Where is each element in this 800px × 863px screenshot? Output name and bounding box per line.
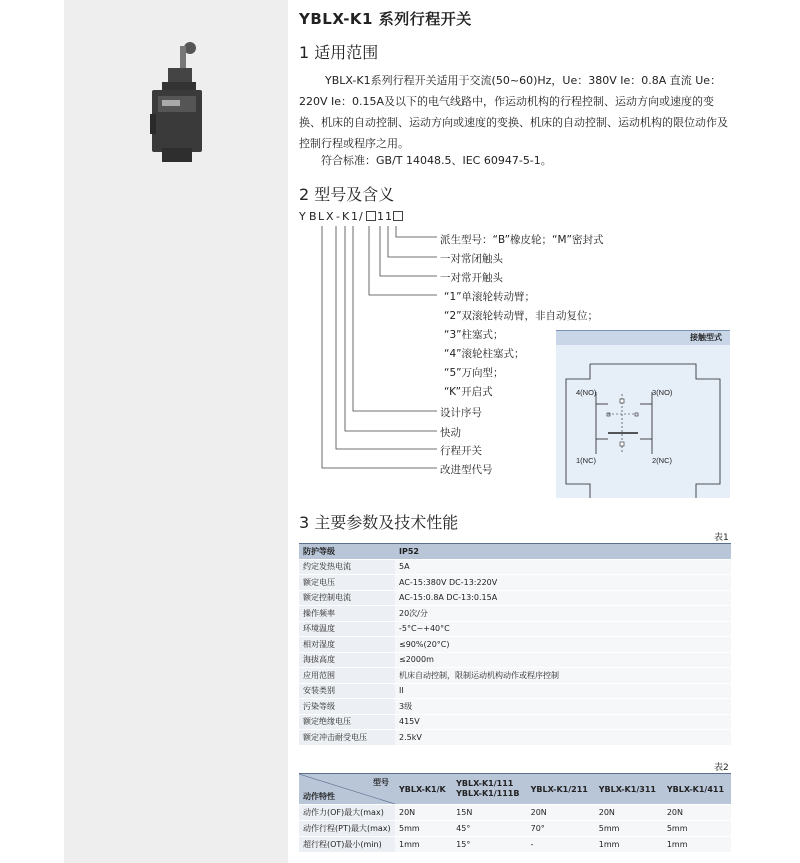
- param-name: 相对湿度: [299, 637, 395, 653]
- param-value: 2.5kV: [395, 730, 731, 746]
- param-value: II: [395, 683, 731, 699]
- limit-switch-photo: [140, 38, 220, 168]
- feature-name: 动作力(OF)最大(max): [299, 805, 395, 821]
- contact-nc-left: 1(NC): [576, 456, 596, 465]
- param-name: 海拔高度: [299, 652, 395, 668]
- feature-value: 20N: [595, 805, 663, 821]
- code-part: L: [318, 210, 325, 223]
- contact-diagram-drawing: [556, 344, 730, 498]
- section1-body: YBLX-K1系列行程开关适用于交流(50~60)Hz，Ue：380V Ie：0.8A 直流 Ue：220V Ie：0.15A及以下的电气线路中，作运动机构的行程控制、运动方向或速度的变换、机床的自动控制、运动方向或速度的变换、机床的自动控制、运动机构的限位动作及控制行程或程序之用。: [299, 74, 728, 150]
- table-row: [299, 805, 731, 821]
- table-row: [299, 714, 731, 730]
- param-name: 额定绝缘电压: [299, 714, 395, 730]
- diagonal-header-cell: [299, 774, 395, 805]
- param-name: 污染等级: [299, 699, 395, 715]
- model-col-header: YBLX-K1/211: [527, 774, 595, 805]
- meaning-actuator-1: “1”单滚轮转动臂；: [444, 291, 536, 303]
- table-header-row: [299, 774, 731, 805]
- model-col-header: YBLX-K1/411: [663, 774, 731, 805]
- meaning-actuator-5: “5”万向型；: [444, 367, 504, 379]
- contact-no-left: 4(NO): [576, 388, 597, 397]
- feature-name: 超行程(OT)最小(min): [299, 837, 395, 853]
- code-part: 1: [351, 210, 358, 223]
- param-value: ≤90%(20°C): [395, 637, 731, 653]
- contact-diagram: [556, 330, 730, 498]
- feature-value: 5mm: [395, 821, 452, 837]
- code-part: [365, 210, 377, 223]
- code-part: 1: [377, 210, 384, 223]
- param-value: 5A: [395, 559, 731, 575]
- section1-standard: 符合标准：GB/T 14048.5、IEC 60947-5-1。: [321, 154, 552, 167]
- meaning-travel-switch: 行程开关: [440, 445, 482, 457]
- table1-note: 表1: [714, 533, 729, 543]
- table-row: [299, 668, 731, 684]
- param-name: 操作频率: [299, 606, 395, 622]
- model-col-header: YBLX-K1/111 YBLX-K1/111B: [452, 774, 526, 805]
- meaning-actuator-k: “K”开启式: [444, 386, 493, 398]
- table2-action: [299, 773, 731, 853]
- code-part: Y: [299, 210, 306, 223]
- table-row: [299, 699, 731, 715]
- table-row: [299, 559, 731, 575]
- meaning-actuator-4: “4”滚轮柱塞式；: [444, 348, 525, 360]
- meaning-improved-code: 改进型代号: [440, 464, 493, 476]
- contact-diagram-title: 接触型式: [690, 333, 722, 342]
- code-part: K: [342, 210, 350, 223]
- param-name: 防护等级: [299, 544, 395, 560]
- feature-value: 15°: [452, 837, 526, 853]
- param-name: 约定发热电流: [299, 559, 395, 575]
- table2-note: 表2: [714, 763, 729, 773]
- feature-value: 20N: [395, 805, 452, 821]
- code-part: 1: [385, 210, 392, 223]
- param-value: 20次/分: [395, 606, 731, 622]
- meaning-no-contact: 一对常开触头: [440, 272, 503, 284]
- param-name: 安装类别: [299, 683, 395, 699]
- table-row: [299, 621, 731, 637]
- feature-value: 20N: [527, 805, 595, 821]
- param-value: 415V: [395, 714, 731, 730]
- table-row: [299, 637, 731, 653]
- code-part: -: [336, 210, 340, 223]
- feature-value: 5mm: [663, 821, 731, 837]
- meaning-snap: 快动: [440, 427, 461, 439]
- meaning-design-no: 设计序号: [440, 407, 482, 419]
- code-part: B: [309, 210, 317, 223]
- meaning-actuator-2: “2”双滚轮转动臂，非自动复位；: [444, 310, 599, 322]
- code-part: X: [326, 210, 334, 223]
- param-name: 额定电压: [299, 575, 395, 591]
- meaning-derivative: 派生型号：“B”橡皮轮；“M”密封式: [440, 234, 604, 246]
- table-row: [299, 821, 731, 837]
- feature-value: 1mm: [395, 837, 452, 853]
- feature-value: 70°: [527, 821, 595, 837]
- meaning-nc-contact: 一对常闭触头: [440, 253, 503, 265]
- param-name: 应用范围: [299, 668, 395, 684]
- param-value: 3级: [395, 699, 731, 715]
- param-value: -5°C~+40°C: [395, 621, 731, 637]
- contact-nc-right: 2(NC): [652, 456, 672, 465]
- placeholder-box: [366, 211, 376, 221]
- feature-value: 1mm: [595, 837, 663, 853]
- table-row: [299, 652, 731, 668]
- param-name: 额定冲击耐受电压: [299, 730, 395, 746]
- section3-heading: 3 主要参数及技术性能: [299, 513, 459, 532]
- feature-value: -: [527, 837, 595, 853]
- param-value: 机床自动控制，限制运动机构动作或程序控制: [395, 668, 731, 684]
- table-row: [299, 837, 731, 853]
- model-col-header: YBLX-K1/311: [595, 774, 663, 805]
- page-title: YBLX-K1 系列行程开关: [299, 10, 472, 28]
- table1-params: [299, 543, 731, 746]
- contact-no-right: 3(NO): [652, 388, 673, 397]
- feature-value: 1mm: [663, 837, 731, 853]
- param-value: IP52: [395, 544, 731, 560]
- model-code-brackets: [299, 224, 439, 474]
- table-row: [299, 544, 731, 560]
- feature-name: 动作行程(PT)最大(max): [299, 821, 395, 837]
- feature-value: 20N: [663, 805, 731, 821]
- param-value: AC-15:380V DC-13:220V: [395, 575, 731, 591]
- meaning-actuator-3: “3”柱塞式；: [444, 329, 504, 341]
- param-value: ≤2000m: [395, 652, 731, 668]
- table-row: [299, 606, 731, 622]
- header-model-label: 型号: [373, 778, 389, 787]
- table-row: [299, 575, 731, 591]
- param-value: AC-15:0.8A DC-13:0.15A: [395, 590, 731, 606]
- section1-heading: 1 适用范围: [299, 43, 379, 62]
- param-name: 额定控制电流: [299, 590, 395, 606]
- header-feature-label: 动作特性: [303, 792, 335, 801]
- code-part: /: [359, 210, 363, 223]
- feature-value: 45°: [452, 821, 526, 837]
- contact-diagram-header: [556, 330, 730, 345]
- section2-heading: 2 型号及含义: [299, 185, 395, 204]
- code-part: [392, 210, 404, 223]
- table-row: [299, 590, 731, 606]
- feature-value: 15N: [452, 805, 526, 821]
- param-name: 环境温度: [299, 621, 395, 637]
- model-col-header: YBLX-K1/K: [395, 774, 452, 805]
- table-row: [299, 683, 731, 699]
- feature-value: 5mm: [595, 821, 663, 837]
- table-row: [299, 730, 731, 746]
- placeholder-box: [393, 211, 403, 221]
